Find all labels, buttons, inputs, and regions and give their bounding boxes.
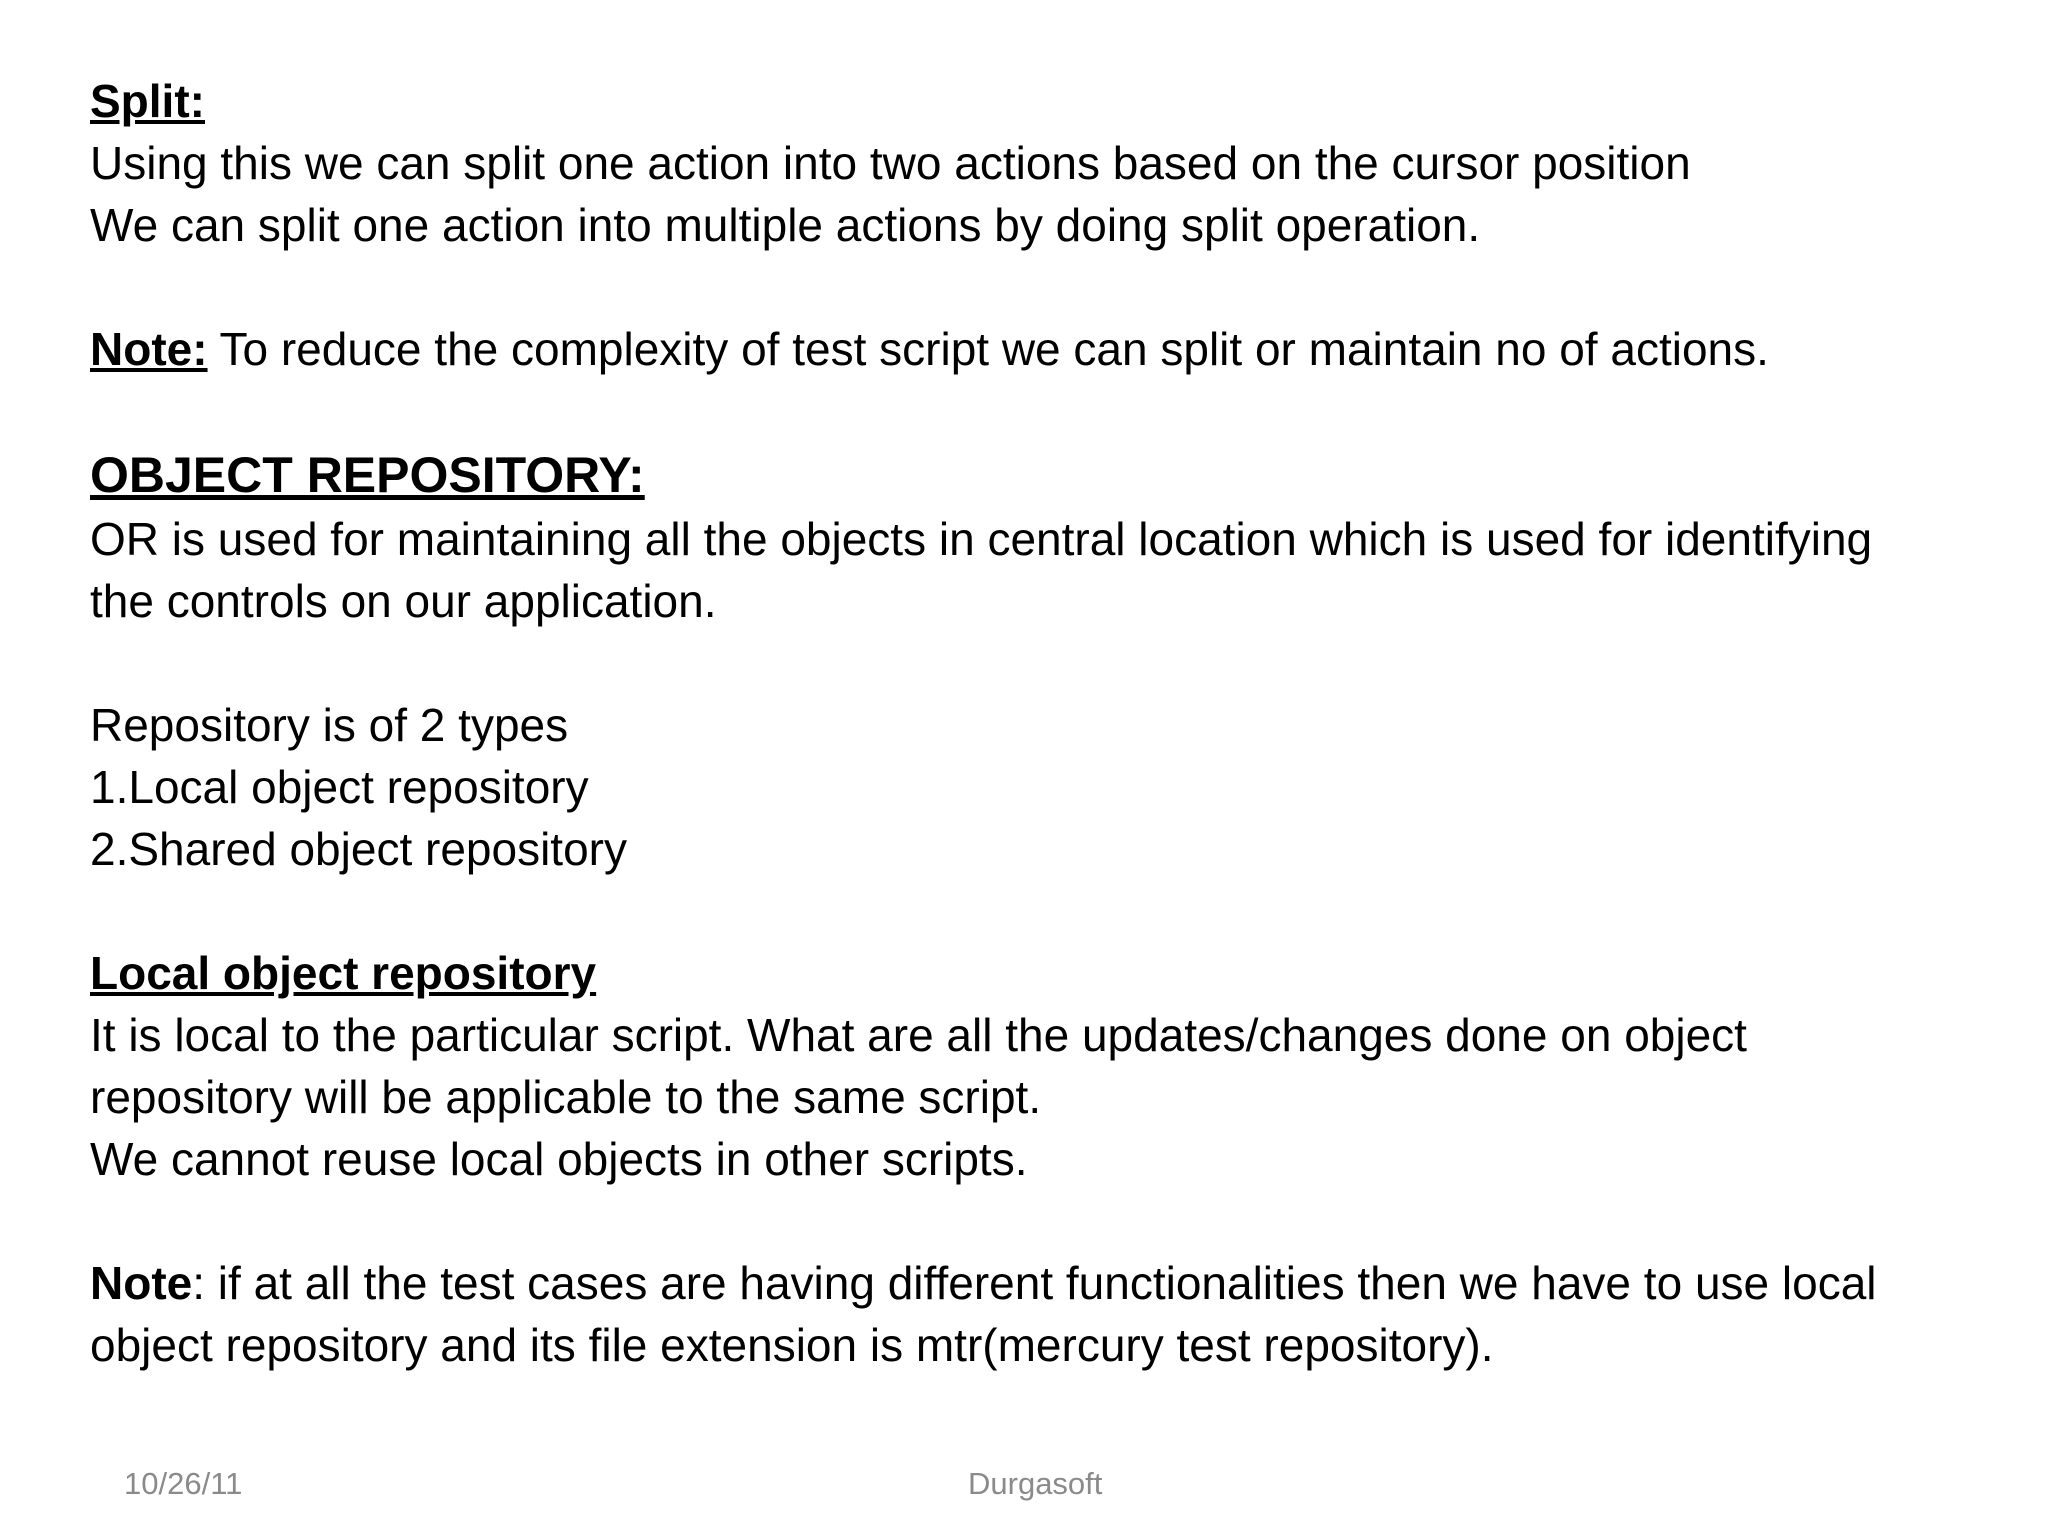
object-repository-heading: OBJECT REPOSITORY:: [90, 447, 645, 503]
note-paragraph-1: [90, 318, 1990, 380]
spacer: [90, 256, 1990, 318]
split-line-2: We can split one action into multiple actions by doing split operation.: [90, 199, 1481, 251]
object-repository-line-2: the controls on our application.: [90, 575, 717, 627]
repository-types-intro: Repository is of 2 types: [90, 699, 569, 751]
note-paragraph-2-line-2: object repository and its file extension is mtr(mercury test repository).: [90, 1319, 1494, 1371]
local-repository-line-2: repository will be applicable to the same script.: [90, 1071, 1042, 1123]
local-repository-line-1: It is local to the particular script. What are all the updates/changes done on object: [90, 1009, 1747, 1061]
note-text: To reduce the complexity of test script we can split or maintain no of actions.: [207, 323, 1769, 375]
object-repository-line-1: OR is used for maintaining all the objects in central location which is used for identifying: [90, 513, 1873, 565]
note-text: : if at all the test cases are having different functionalities then we have to use local: [192, 1257, 1877, 1309]
split-heading: Split:: [90, 75, 205, 127]
repository-type-item-1: 1.Local object repository: [90, 761, 589, 813]
note-paragraph-2-line-1: [90, 1252, 1990, 1314]
spacer: [90, 880, 1990, 942]
note-label: Note: [90, 1257, 193, 1309]
footer-date: 10/26/11: [124, 1466, 243, 1501]
spacer: [90, 1190, 1990, 1252]
note-label: Note:: [90, 323, 208, 375]
repository-type-item-2: 2.Shared object repository: [90, 823, 627, 875]
spacer: [90, 380, 1990, 442]
spacer: [90, 632, 1990, 694]
footer-brand: Durgasoft: [968, 1466, 1103, 1501]
split-line-1: Using this we can split one action into two actions based on the cursor position: [90, 137, 1691, 189]
slide-content: [90, 70, 1990, 1376]
local-repository-heading: Local object repository: [90, 947, 597, 999]
local-repository-line-3: We cannot reuse local objects in other scripts.: [90, 1133, 1028, 1185]
